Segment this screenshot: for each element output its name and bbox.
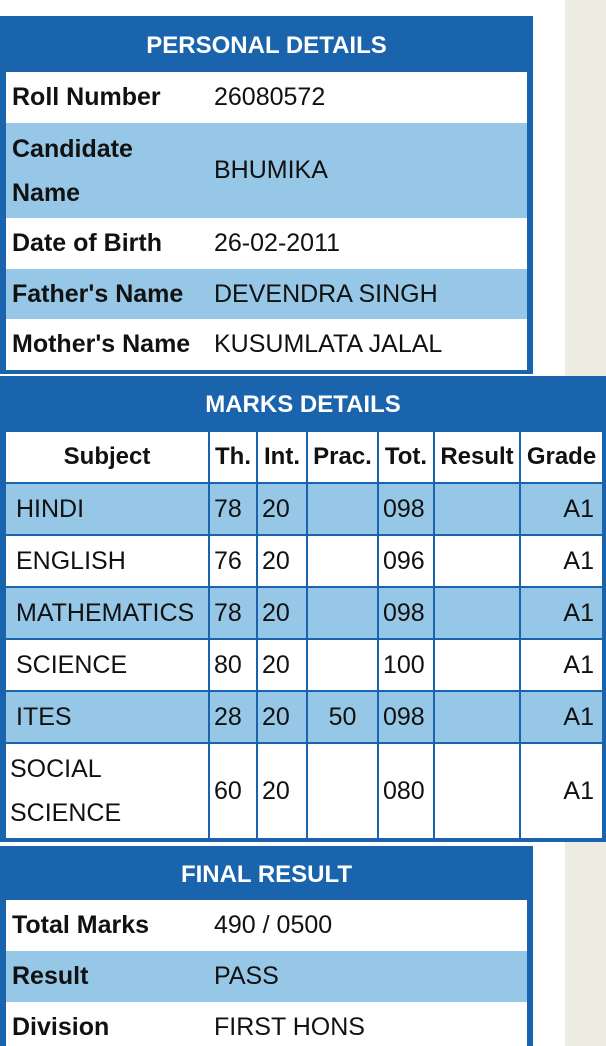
table-row	[5, 587, 603, 639]
result-value: PASS	[214, 962, 279, 990]
table-row	[5, 483, 603, 535]
table-row	[6, 72, 527, 123]
practical-cell	[307, 535, 378, 587]
header-result: Result	[434, 431, 520, 483]
marks-details-title: MARKS DETAILS	[205, 391, 401, 418]
result-cell	[434, 743, 520, 839]
subject-cell: MATHEMATICS	[5, 587, 209, 639]
grade-cell: A1	[520, 483, 603, 535]
table-row	[6, 319, 527, 370]
practical-cell	[307, 639, 378, 691]
internal-cell: 20	[257, 535, 307, 587]
table-row	[6, 269, 527, 319]
header-grade: Grade	[520, 431, 603, 483]
practical-cell	[307, 483, 378, 535]
final-result-section	[0, 846, 533, 1046]
internal-cell: 20	[257, 639, 307, 691]
mother-name-value: KUSUMLATA JALAL	[214, 330, 443, 358]
grade-cell: A1	[520, 743, 603, 839]
final-result-table	[6, 900, 527, 1046]
result-cell	[434, 535, 520, 587]
total-marks-value: 490 / 0500	[214, 911, 333, 939]
result-cell	[434, 639, 520, 691]
total-cell: 096	[378, 535, 434, 587]
final-result-title: FINAL RESULT	[180, 861, 353, 888]
grade-cell: A1	[520, 535, 603, 587]
result-cell	[434, 691, 520, 743]
practical-cell	[307, 587, 378, 639]
total-cell: 100	[378, 639, 434, 691]
grade-cell: A1	[520, 639, 603, 691]
header-total: Tot.	[378, 431, 434, 483]
table-row	[5, 691, 603, 743]
total-cell: 098	[378, 587, 434, 639]
personal-details-title: PERSONAL DETAILS	[146, 32, 387, 59]
division-value: FIRST HONS	[214, 1013, 365, 1041]
candidate-name-label: Candidate Name	[12, 134, 133, 207]
theory-cell: 78	[209, 587, 257, 639]
table-row	[6, 951, 527, 1002]
header-practical: Prac.	[307, 431, 378, 483]
marks-details-section	[0, 376, 606, 842]
division-label: Division	[12, 1013, 110, 1041]
roll-number-value: 26080572	[214, 83, 326, 111]
subject-cell: SCIENCE	[5, 639, 209, 691]
dob-value: 26-02-2011	[214, 229, 341, 257]
result-label: Result	[12, 962, 89, 990]
table-row	[6, 1002, 527, 1046]
subject-cell: ITES	[5, 691, 209, 743]
theory-cell: 80	[209, 639, 257, 691]
table-row	[6, 218, 527, 269]
dob-label: Date of Birth	[12, 229, 162, 257]
father-name-value: DEVENDRA SINGH	[214, 279, 438, 308]
practical-cell	[307, 743, 378, 839]
candidate-name-value: BHUMIKA	[214, 156, 328, 184]
header-theory: Th.	[209, 431, 257, 483]
total-cell: 098	[378, 483, 434, 535]
total-marks-label: Total Marks	[12, 911, 150, 939]
internal-cell: 20	[257, 743, 307, 839]
internal-cell: 20	[257, 587, 307, 639]
subject-cell: SOCIAL SCIENCE	[5, 743, 209, 839]
marks-header-row	[5, 431, 603, 483]
grade-cell: A1	[520, 691, 603, 743]
total-cell: 098	[378, 691, 434, 743]
result-cell	[434, 483, 520, 535]
personal-details-table	[6, 72, 527, 370]
table-row	[5, 743, 603, 839]
practical-cell: 50	[307, 691, 378, 743]
header-internal: Int.	[257, 431, 307, 483]
total-cell: 080	[378, 743, 434, 839]
header-subject: Subject	[5, 431, 209, 483]
marks-table	[4, 430, 604, 840]
father-name-label: Father's Name	[12, 279, 184, 308]
internal-cell: 20	[257, 483, 307, 535]
subject-cell: ENGLISH	[5, 535, 209, 587]
internal-cell: 20	[257, 691, 307, 743]
theory-cell: 76	[209, 535, 257, 587]
mother-name-label: Mother's Name	[12, 330, 191, 358]
theory-cell: 28	[209, 691, 257, 743]
result-cell	[434, 587, 520, 639]
table-row	[6, 123, 527, 218]
table-row	[5, 639, 603, 691]
theory-cell: 78	[209, 483, 257, 535]
table-row	[6, 900, 527, 951]
table-row	[5, 535, 603, 587]
theory-cell: 60	[209, 743, 257, 839]
grade-cell: A1	[520, 587, 603, 639]
subject-cell: HINDI	[5, 483, 209, 535]
personal-details-section	[0, 16, 533, 374]
roll-number-label: Roll Number	[12, 83, 161, 111]
